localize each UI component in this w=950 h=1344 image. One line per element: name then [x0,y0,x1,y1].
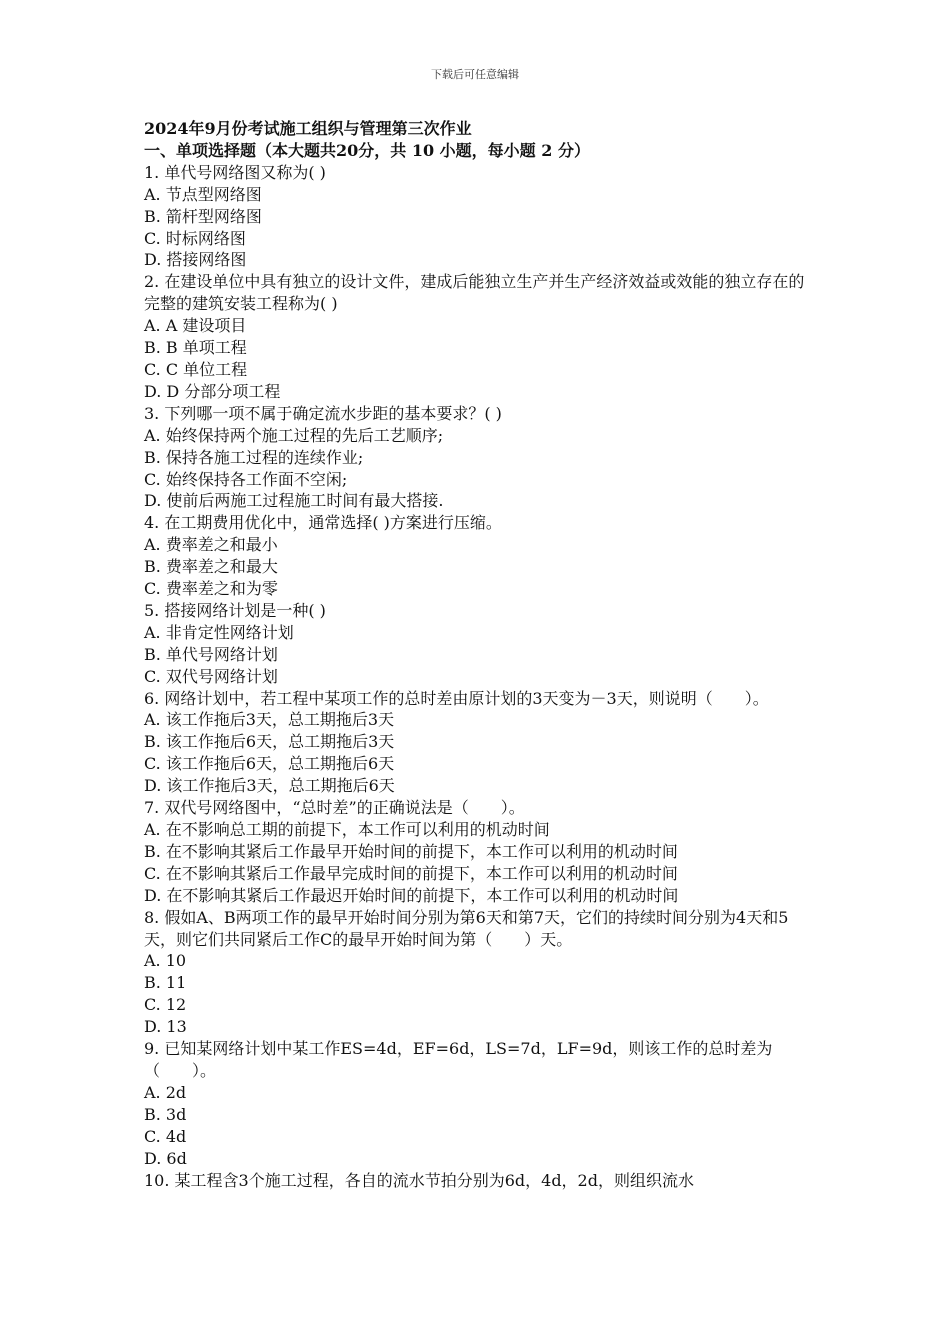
question-item [144,1170,814,1192]
answer-option: D. 搭接网络图 [144,250,247,270]
answer-option: B. 在不影响其紧后工作最早开始时间的前提下，本工作可以利用的机动时间 [144,841,678,861]
question-text: 10. 某工程含3个施工过程，各自的流水节拍分别为6d，4d，2d，则组织流水 [144,1170,694,1190]
question-item [144,688,814,798]
answer-option: D. 6d [144,1148,187,1168]
answer-option: B. 保持各施工过程的连续作业; [144,447,364,467]
question-item [144,162,814,272]
answer-option: A. 2d [144,1082,187,1102]
question-item [144,403,814,513]
answer-option: C. C 单位工程 [144,359,248,379]
header-note: 下载后可任意编辑 [431,68,519,81]
answer-option: D. D 分部分项工程 [144,381,281,401]
section-heading: 一、单项选择题（本大题共20分，共 10 小题，每小题 2 分） [144,140,590,160]
answer-option: B. 3d [144,1104,187,1124]
answer-option: A. 非肯定性网络计划 [144,622,294,642]
question-item [144,600,814,688]
answer-option: C. 12 [144,995,187,1015]
question-text: 9. 已知某网络计划中某工作ES=4d，EF=6d，LS=7d，LF=9d，则该工作的总时差为（ ）。 [144,1039,773,1080]
question-text: 2. 在建设单位中具有独立的设计文件，建成后能独立生产并生产经济效益或效能的独立存在的完整的建筑安装工程称为( ) [144,272,805,314]
answer-option: A. 在不影响总工期的前提下，本工作可以利用的机动时间 [144,820,550,839]
question-text: 8. 假如A、B两项工作的最早开始时间分别为第6天和第7天，它们的持续时间分别为4天和5天，则它们共同紧后工作C的最早开始时间为第（ ）天。 [144,907,789,949]
answer-option: C. 4d [144,1126,187,1146]
question-text: 7. 双代号网络图中，“总时差”的正确说法是（ ）。 [144,798,525,818]
answer-option: B. 费率差之和最大 [144,557,278,577]
question-item [144,907,814,1038]
answer-option: B. 11 [144,973,187,993]
question-text: 5. 搭接网络计划是一种( ) [144,600,326,620]
answer-option: B. 单代号网络计划 [144,644,278,664]
answer-option: B. B 单项工程 [144,338,247,358]
answer-option: A. 10 [144,951,187,971]
answer-option: C. 始终保持各工作面不空闲; [144,469,348,489]
question-text: 1. 单代号网络图又称为( ) [144,162,326,182]
answer-option: C. 在不影响其紧后工作最早完成时间的前提下，本工作可以利用的机动时间 [144,863,678,883]
answer-option: C. 双代号网络计划 [144,666,278,686]
answer-option: D. 13 [144,1017,187,1037]
answer-option: C. 费率差之和为零 [144,579,278,599]
answer-option: A. 节点型网络图 [144,184,262,204]
answer-option: B. 箭杆型网络图 [144,206,262,226]
question-text: 4. 在工期费用优化中，通常选择( )方案进行压缩。 [144,513,502,533]
answer-option: A. 费率差之和最小 [144,535,278,555]
question-list [144,162,814,1192]
answer-option: C. 该工作拖后6天，总工期拖后6天 [144,754,395,774]
answer-option: C. 时标网络图 [144,228,246,248]
answer-option: D. 使前后两施工过程施工时间有最大搭接. [144,491,444,511]
question-item [144,512,814,600]
answer-option: D. 在不影响其紧后工作最迟开始时间的前提下，本工作可以利用的机动时间 [144,885,679,905]
question-item [144,1038,814,1169]
answer-option: D. 该工作拖后3天，总工期拖后6天 [144,776,395,796]
document-content [144,118,814,1191]
answer-option: A. 该工作拖后3天，总工期拖后3天 [144,710,395,730]
document-title: 2024年9月份考试施工组织与管理第三次作业 [144,119,472,138]
question-text: 6. 网络计划中，若工程中某项工作的总时差由原计划的3天变为－3天，则说明（ ）。 [144,688,769,708]
question-text: 3. 下列哪一项不属于确定流水步距的基本要求？( ) [144,403,502,423]
question-item [144,271,814,402]
question-item [144,797,814,907]
answer-option: A. A 建设项目 [144,316,247,336]
answer-option: A. 始终保持两个施工过程的先后工艺顺序; [144,425,444,445]
answer-option: B. 该工作拖后6天，总工期拖后3天 [144,732,395,752]
